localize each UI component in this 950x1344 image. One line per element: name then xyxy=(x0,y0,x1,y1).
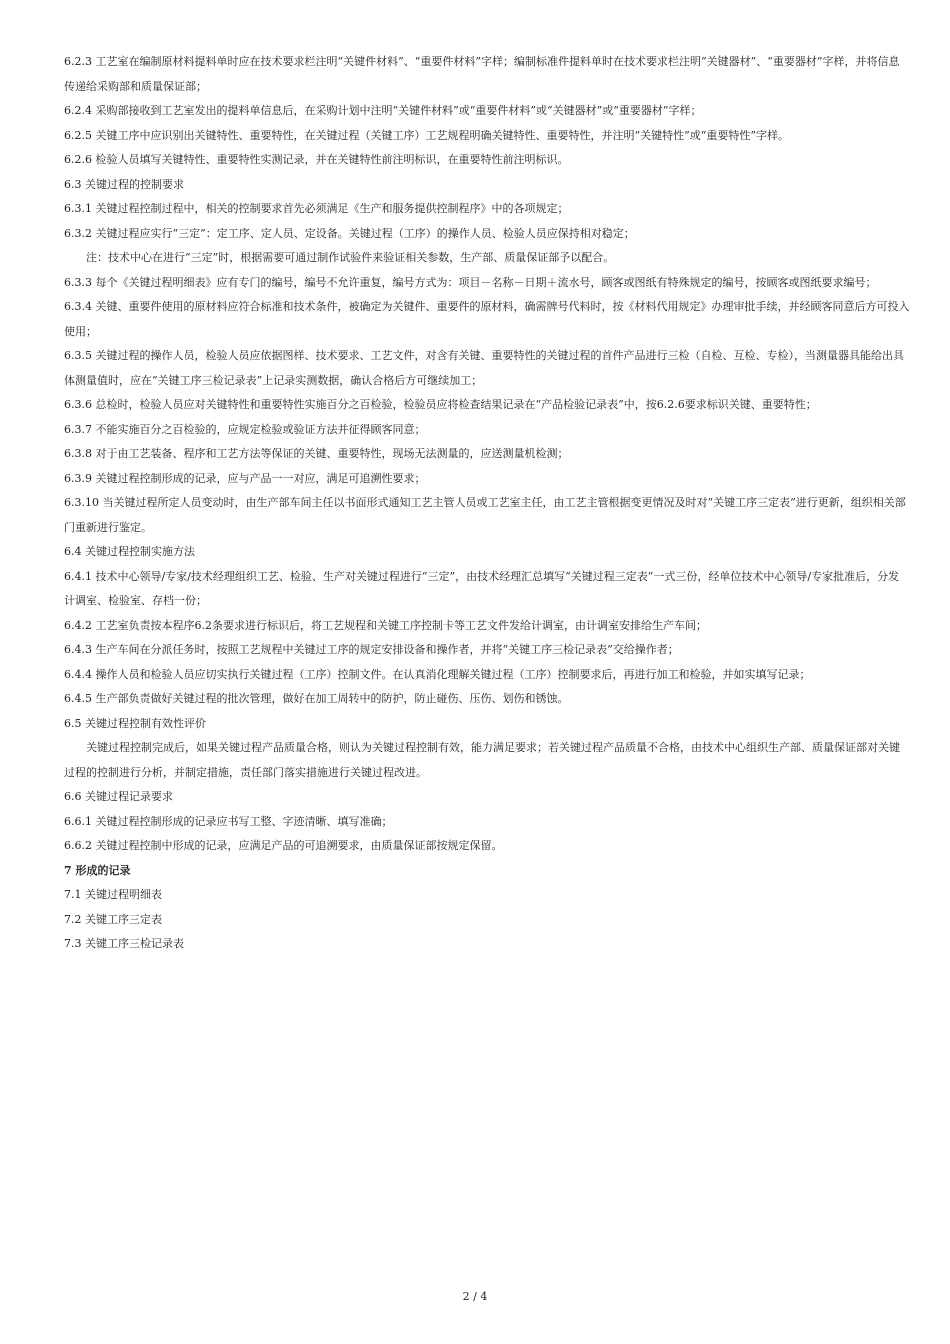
document-paragraph: 7.1 关键过程明细表 xyxy=(64,888,162,901)
document-paragraph: 6.3.9 关键过程控制形成的记录，应与产品一一对应，满足可追溯性要求； xyxy=(64,471,426,485)
document-paragraph: 6.3.8 对于由工艺装备、程序和工艺方法等保证的关键、重要特性，现场无法测量的，应送测量机检测； xyxy=(64,447,569,460)
document-paragraph: 关键过程控制完成后，如果关键过程产品质量合格，则认为关键过程控制有效，能力满足要求；若关键过程产品质量不合格，由技术中心组织生产部、质量保证部对关键过程的控制进行分析，并制定措施，责任部门落实措施进行关键过程改进。 xyxy=(64,741,900,779)
document-paragraph: 6.3 关键过程的控制要求 xyxy=(64,177,184,191)
document-paragraph: 6.5 关键过程控制有效性评价 xyxy=(64,716,206,730)
document-paragraph: 7.3 关键工序三检记录表 xyxy=(64,937,184,950)
document-paragraph: 6.2.6 检验人员填写关键特性、重要特性实测记录，并在关键特性前注明标识，在重要特性前注明标识。 xyxy=(64,153,569,166)
document-paragraph: 6.6.1 关键过程控制形成的记录应书写工整、字迹清晰、填写准确； xyxy=(64,814,393,828)
document-paragraph: 注：技术中心在进行“三定”时，根据需要可通过制作试验件来验证相关参数，生产部、质量保证部予以配合。 xyxy=(86,251,615,264)
document-paragraph: 6.3.6 总检时，检验人员应对关键特性和重要特性实施百分之百检验，检验员应将检查结果记录在“产品检验记录表”中，按6.2.6要求标识关键、重要特性； xyxy=(64,398,817,411)
page-number: 2 / 4 xyxy=(462,1290,488,1303)
document-paragraph: 6.3.4 关键、重要件使用的原材料应符合标准和技术条件，被确定为关键件、重要件的原材料，确需牌号代料时，按《材料代用规定》办理审批手续，并经顾客同意后方可投入使用； xyxy=(64,300,910,338)
document-paragraph: 6.3.1 关键过程控制过程中，相关的控制要求首先必须满足《生产和服务提供控制程序》中的各项规定； xyxy=(64,202,569,215)
document-paragraph: 6.3.7 不能实施百分之百检验的，应规定检验或验证方法并征得顾客同意； xyxy=(64,422,426,436)
document-paragraph: 6.2.5 关键工序中应识别出关键特性、重要特性，在关键过程（关键工序）工艺规程明确关键特性、重要特性，并注明“关键特性”或“重要特性”字样。 xyxy=(64,128,789,142)
document-paragraph: 6.3.10 当关键过程所定人员变动时，由生产部车间主任以书面形式通知工艺主管人员或工艺室主任，由工艺主管根据变更情况及时对“关键工序三定表”进行更新，组织相关部门重新进行鉴定。 xyxy=(64,496,906,534)
document-paragraph: 6.4.4 操作人员和检验人员应切实执行关键过程（工序）控制文件。在认真消化理解关键过程（工序）控制要求后，再进行加工和检验，并如实填写记录； xyxy=(64,667,811,681)
document-paragraph: 6.6.2 关键过程控制中形成的记录，应满足产品的可追溯要求，由质量保证部按规定保留。 xyxy=(64,839,503,852)
document-paragraph: 6.3.5 关键过程的操作人员，检验人员应依据图样、技术要求、工艺文件，对含有关键、重要特性的关键过程的首件产品进行三检（自检、互检、专检），当测量器具能给出具体测量值时，应在“关键工序三检记录表”上记录实测数据，确认合格后方可继续加工； xyxy=(64,349,904,387)
document-paragraph: 6.4.3 生产车间在分派任务时，按照工艺规程中关键过工序的规定安排设备和操作者，并将“关键工序三检记录表”交给操作者； xyxy=(64,643,679,656)
document-paragraph: 7.2 关键工序三定表 xyxy=(64,912,162,926)
document-paragraph: 6.6 关键过程记录要求 xyxy=(64,790,173,803)
document-paragraph: 6.4 关键过程控制实施方法 xyxy=(64,545,195,558)
document-paragraph: 6.4.5 生产部负责做好关键过程的批次管理，做好在加工周转中的防护，防止碰伤、压伤、划伤和锈蚀。 xyxy=(64,692,569,705)
document-paragraph: 6.4.2 工艺室负责按本程序6.2条要求进行标识后，将工艺规程和关键工序控制卡等工艺文件发给计调室，由计调室安排给生产车间； xyxy=(64,618,707,632)
section-heading: 7 形成的记录 xyxy=(64,863,131,877)
document-paragraph: 6.2.3 工艺室在编制原材料提料单时应在技术要求栏注明“关键件材料”、“重要件材料”字样；编制标准件提料单时在技术要求栏注明“关键器材”、“重要器材”字样，并将信息传递给采购部和质量保证部； xyxy=(64,55,900,93)
document-paragraph: 6.2.4 采购部接收到工艺室发出的提料单信息后，在采购计划中注明“关键件材料”或“重要件材料”或“关键器材”或“重要器材”字样； xyxy=(64,104,702,117)
document-body xyxy=(64,50,910,957)
document-paragraph: 6.4.1 技术中心领导/专家/技术经理组织工艺、检验、生产对关键过程进行“三定”，由技术经理汇总填写“关键过程三定表”一式三份，经单位技术中心领导/专家批准后，分发计调室、检验室、存档一份； xyxy=(64,569,900,607)
document-paragraph: 6.3.2 关键过程应实行“三定”：定工序、定人员、定设备。关键过程（工序）的操作人员、检验人员应保持相对稳定； xyxy=(64,226,635,240)
document-paragraph: 6.3.3 每个《关键过程明细表》应有专门的编号，编号不允许重复，编号方式为：项目－名称－日期＋流水号，顾客或图纸有特殊规定的编号，按顾客或图纸要求编号； xyxy=(64,275,877,289)
